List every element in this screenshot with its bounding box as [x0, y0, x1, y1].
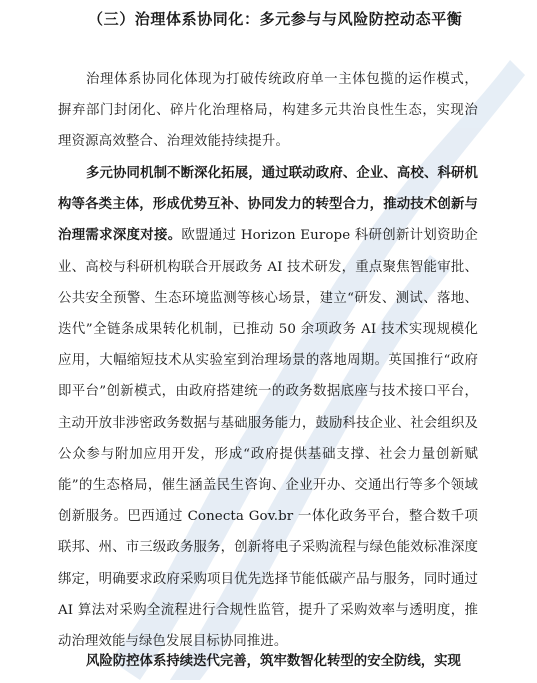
paragraph-2	[58, 158, 478, 657]
paragraph-2-lead: 多元协同机制不断深化拓展，通过联动政府、企业、高校、科研机构等各类主体，形成优势互补、协同发力的转型合力，推动技术创新与治理需求深度对接。	[58, 165, 478, 244]
paragraph-1: 治理体系协同化体现为打破传统政府单一主体包揽的运作模式，摒弃部门封闭化、碎片化治理格局，构建多元共治良性生态，实现治理资源高效整合、治理效能持续提升。	[58, 72, 478, 149]
section-heading: （三）治理体系协同化：多元参与与风险防控动态平衡	[88, 10, 463, 28]
paragraph-3-lead: 风险防控体系持续迭代完善，筑牢数智化转型的安全防线，实现	[86, 653, 461, 669]
paragraph-2-body: 欧盟通过 Horizon Europe 科研创新计划资助企业、高校与科研机构联合开展政务 AI 技术研发，重点聚焦智能审批、公共安全预警、生态环境监测等核心场景，建立“研发、测试、落地、迭代”全链条成果转化机制，已推动 50 余项政务 AI 技术实现规模化应用，大幅缩短技术从实验室到治理场景的落地周期。英国推行“政府即平台”创新模式，由政府搭建统一的政务数据底座与技术接口平台，主动开放非涉密政务数据与基础服务能力，鼓励科技企业、社会组织及公众参与附加应用开发，形成“政府提供基础支撑、社会力量创新赋能”的生态格局，催生涵盖民生咨询、企业开办、交通出行等多个领域创新服务。巴西通过 Conecta Gov.br 一体化政务平台，整合数千项联邦、州、市三级政务服务，创新将电子采购流程与绿色能效标准深度绑定，明确要求政府采购项目优先选择节能低碳产品与服务，同时通过 AI 算法对采购全流程进行合规性监管，提升了采购效率与透明度，推动治理效能与绿色发展目标协同推进。	[58, 228, 478, 650]
paragraph-3	[58, 646, 478, 677]
